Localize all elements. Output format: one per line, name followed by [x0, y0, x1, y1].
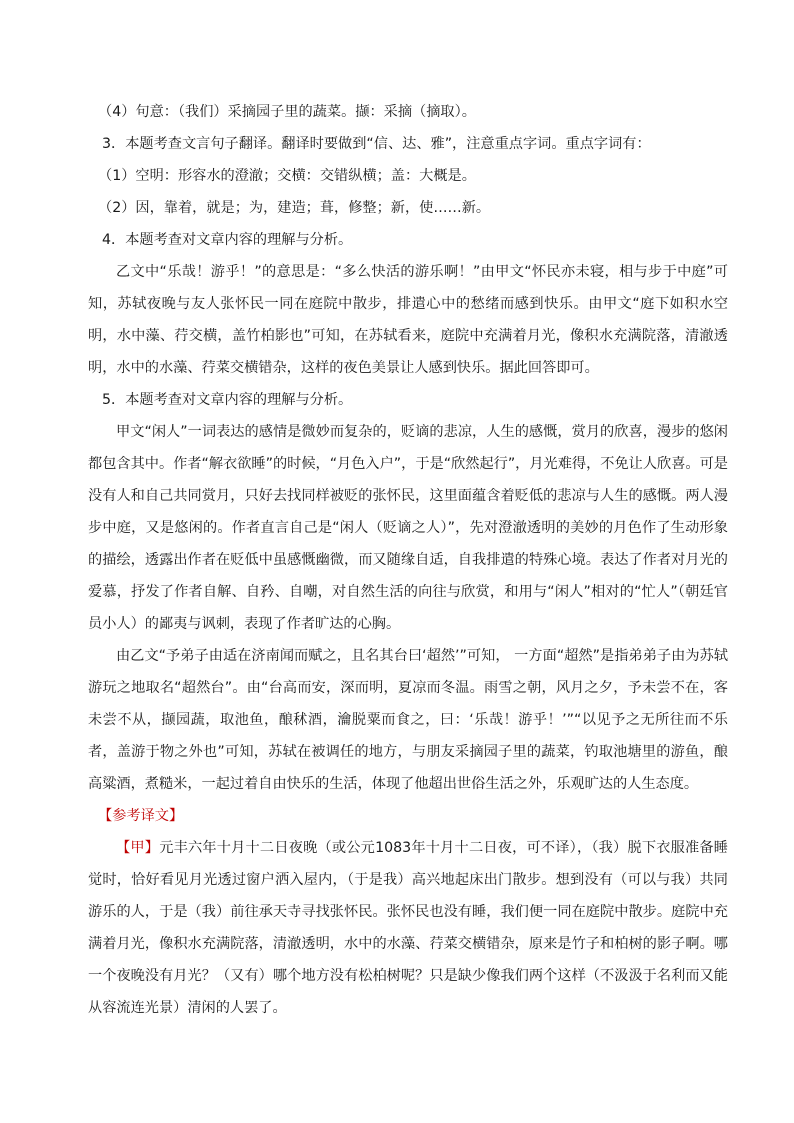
question-5-analysis-a: 甲文“闲人”一词表达的感情是微妙而复杂的，贬谪的悲凉，人生的感慨，赏月的欣喜，漫步的悠闲都包含其中。作者“解衣欲睡”的时候，“月色入户”，于是“欣然起行”，月光难得，不免让人欣喜。可是没有人和自己共同赏月，只好去找同样被贬的张怀民，这里面蕴含着贬低的悲凉与人生的感慨。两人漫步中庭，又是悠闲的。作者直言自己是“闲人（贬谪之人）”，先对澄澈透明的美妙的月色作了生动形象的描绘，透露出作者在贬低中虽感慨幽微，而又随缘自适，自我排遣的特殊心境。表达了作者对月光的爱慕，抒发了作者自解、自矜、自嘲，对自然生活的向往与欣赏，和用与“闲人”相对的“忙人”（朝廷官员小人）的鄙夷与讽刺，表现了作者旷达的心胸。	[88, 424, 728, 632]
answer-line-4-4: （4）句意：（我们）采摘园子里的蔬菜。撷：采摘（摘取）。	[98, 104, 476, 120]
question-4-heading: 4．本题考查对文章内容的理解与分析。	[102, 232, 353, 248]
translation-jia	[88, 832, 728, 1024]
reference-translation-heading: 【参考译文】	[98, 808, 184, 824]
question-3-item-1: （1）空明：形容水的澄澈；交横：交错纵横；盖：大概是。	[98, 168, 476, 184]
translation-jia-label: 【甲】	[116, 840, 160, 856]
question-3-item-2: （2）因，靠着，就是；为，建造；葺，修整；新，使……新。	[98, 200, 491, 216]
question-5-heading: 5．本题考查对文章内容的理解与分析。	[102, 392, 353, 408]
question-5-analysis-b: 由乙文“予弟子由适在济南闻而赋之，且名其台曰‘超然’”可知， 一方面“超然”是指弟弟子由为苏轼游玩之地取名“超然台”。由“台高而安，深而明，夏凉而冬温。雨雪之朝，风月之夕，予未尝不在，客未尝不从，撷园蔬，取池鱼，酿秫酒，瀹脱粟而食之，曰：‘乐哉！游乎！’”“以见予之无所往而不乐者，盖游于物之外也”可知，苏轼在被调任的地方，与朋友采摘园子里的蔬菜，钓取池塘里的游鱼，酿高粱酒，煮糙米，一起过着自由快乐的生活，体现了他超出世俗生活之外，乐观旷达的人生态度。	[88, 648, 728, 792]
document-body	[88, 96, 728, 1024]
question-3-heading: 3．本题考查文言句子翻译。翻译时要做到“信、达、雅”，注意重点字词。重点字词有：	[102, 136, 651, 152]
question-4-analysis: 乙文中“乐哉！游乎！”的意思是：“多么快活的游乐啊！”由甲文“怀民亦未寝，相与步于中庭”可知，苏轼夜晚与友人张怀民一同在庭院中散步，排遣心中的愁绪而感到快乐。由甲文“庭下如积水空明，水中藻、荇交横，盖竹柏影也”可知，在苏轼看来，庭院中充满着月光，像积水充满院落，清澈透明，水中的水藻、荇菜交横错杂，这样的夜色美景让人感到快乐。据此回答即可。	[88, 264, 728, 376]
translation-jia-text: 元丰六年十月十二日夜晚（或公元1083年十月十二日夜，可不译），（我）脱下衣服准备睡觉时，恰好看见月光透过窗户洒入屋内，（于是我）高兴地起床出门散步。想到没有（可以与我）共同游乐的人，于是（我）前往承天寺寻找张怀民。张怀民也没有睡，我们便一同在庭院中散步。庭院中充满着月光，像积水充满院落，清澈透明，水中的水藻、荇菜交横错杂，原来是竹子和柏树的影子啊。哪一个夜晚没有月光？（又有）哪个地方没有松柏树呢？只是缺少像我们两个这样（不汲汲于名利而又能从容流连光景）清闲的人罢了。	[88, 840, 728, 1016]
